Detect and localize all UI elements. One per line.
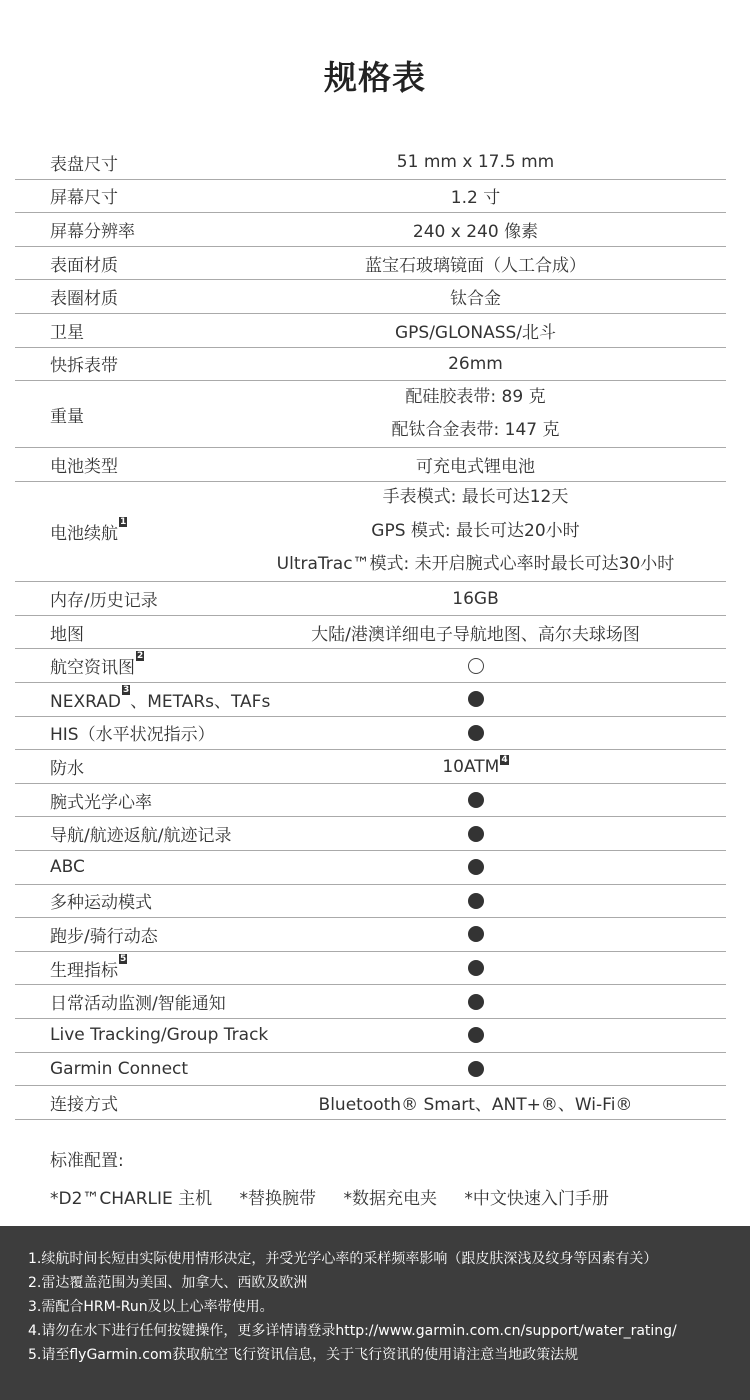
filled-circle-icon bbox=[468, 994, 484, 1010]
spec-value-text: UltraTrac™模式: 未开启腕式心率时最长可达30小时 bbox=[276, 554, 675, 575]
spec-label bbox=[15, 519, 275, 544]
spec-label bbox=[15, 183, 275, 208]
config-item: *中文快速入门手册 bbox=[464, 1189, 609, 1209]
spec-label bbox=[15, 653, 275, 678]
spec-value bbox=[250, 152, 701, 172]
config-item: *替换腕带 bbox=[239, 1189, 317, 1209]
spec-label bbox=[15, 788, 275, 813]
spec-value bbox=[250, 589, 701, 609]
spec-label-text: 连接方式 bbox=[50, 1094, 118, 1115]
footnote-marker: 2 bbox=[137, 651, 144, 662]
spec-row bbox=[15, 885, 726, 919]
spec-label bbox=[15, 1059, 275, 1079]
config-item: *D2™CHARLIE 主机 bbox=[50, 1189, 213, 1209]
footnote: 2.雷达覆盖范围为美国、加拿大、西欧及欧洲 bbox=[28, 1275, 308, 1291]
spec-value-line bbox=[250, 381, 701, 415]
spec-row bbox=[15, 717, 726, 751]
spec-row bbox=[15, 918, 726, 952]
spec-row bbox=[15, 1019, 726, 1053]
spec-row bbox=[15, 280, 726, 314]
spec-value bbox=[250, 1059, 701, 1079]
spec-label-text: 卫星 bbox=[50, 322, 84, 343]
spec-value bbox=[250, 1025, 701, 1045]
spec-label-text: 生理指标 bbox=[50, 960, 118, 981]
spec-label bbox=[15, 953, 275, 981]
spec-value bbox=[250, 183, 701, 208]
spec-label bbox=[15, 586, 275, 611]
spec-label bbox=[15, 150, 275, 175]
spec-value-text: 可充电式锂电池 bbox=[416, 456, 535, 477]
spec-value bbox=[250, 958, 701, 978]
spec-row bbox=[15, 750, 726, 784]
spec-row bbox=[15, 649, 726, 683]
spec-row bbox=[15, 247, 726, 281]
spec-label-text: 地图 bbox=[50, 624, 84, 645]
spec-label bbox=[15, 720, 275, 745]
spec-label bbox=[15, 452, 275, 477]
spec-value-line bbox=[250, 452, 701, 477]
spec-label bbox=[15, 1025, 275, 1045]
spec-value bbox=[250, 689, 701, 709]
spec-value bbox=[250, 318, 701, 343]
footnote: 1.续航时间长短由实际使用情形决定，并受光学心率的采样频率影响（跟皮肤深浅及纹身等因素有关） bbox=[28, 1251, 658, 1267]
spec-row bbox=[15, 683, 726, 717]
filled-circle-icon bbox=[468, 960, 484, 976]
footnote: 3.需配合HRM-Run及以上心率带使用。 bbox=[28, 1299, 274, 1315]
spec-row bbox=[15, 314, 726, 348]
spec-row bbox=[15, 213, 726, 247]
spec-label-text: 跑步/骑行动态 bbox=[50, 926, 158, 947]
spec-label-text: 快拆表带 bbox=[50, 356, 118, 377]
spec-value-text: 钛合金 bbox=[450, 289, 501, 310]
spec-value-text: 1.2 寸 bbox=[450, 188, 501, 209]
spec-value-text: 大陆/港澳详细电子导航地图、高尔夫球场图 bbox=[311, 624, 640, 645]
filled-circle-icon bbox=[468, 893, 484, 909]
config-items bbox=[50, 1184, 631, 1209]
footnotes-panel bbox=[0, 1226, 750, 1400]
filled-circle-icon bbox=[468, 1061, 484, 1077]
spec-value-line bbox=[250, 318, 701, 343]
spec-row bbox=[15, 180, 726, 214]
spec-label-text: 导航/航迹返航/航迹记录 bbox=[50, 826, 232, 847]
spec-value-text: 手表模式: 最长可达12天 bbox=[382, 487, 569, 508]
spec-label-text: 屏幕分辨率 bbox=[50, 221, 135, 242]
spec-value bbox=[250, 891, 701, 911]
footnote: 5.请至flyGarmin.com获取航空飞行资讯信息，关于飞行资讯的使用请注意当地政策法规 bbox=[28, 1347, 579, 1363]
spec-label bbox=[15, 284, 275, 309]
spec-label bbox=[15, 351, 275, 376]
spec-value bbox=[250, 924, 701, 944]
filled-circle-icon bbox=[468, 926, 484, 942]
spec-row bbox=[15, 146, 726, 180]
spec-row bbox=[15, 1053, 726, 1087]
spec-value bbox=[250, 656, 701, 676]
spec-label bbox=[15, 251, 275, 276]
spec-label-suffix: 、METARs、TAFs bbox=[130, 691, 271, 712]
spec-value bbox=[250, 251, 701, 276]
spec-row bbox=[15, 784, 726, 818]
spec-value bbox=[250, 354, 701, 374]
spec-value-text: 240 x 240 像素 bbox=[412, 221, 539, 242]
spec-label-text: 重量 bbox=[50, 406, 84, 427]
spec-value-text: 配钛合金表带: 147 克 bbox=[391, 420, 560, 441]
spec-value-line bbox=[250, 1090, 701, 1115]
spec-label bbox=[15, 1090, 275, 1115]
spec-value-text: 10ATM bbox=[442, 756, 500, 777]
spec-row bbox=[15, 448, 726, 482]
spec-value-line bbox=[250, 251, 701, 276]
footnote: 4.请勿在水下进行任何按键操作，更多详情请登录http://www.garmin.com.cn/support/water_rating/ bbox=[28, 1323, 677, 1339]
filled-circle-icon bbox=[468, 691, 484, 707]
spec-value-line bbox=[250, 152, 701, 172]
spec-value-line bbox=[250, 754, 701, 777]
spec-label bbox=[15, 684, 275, 712]
spec-label-text: 内存/历史记录 bbox=[50, 591, 158, 612]
footnote-marker: 4 bbox=[501, 754, 508, 765]
spec-value-line bbox=[250, 414, 701, 448]
spec-label-text: NEXRAD bbox=[50, 691, 121, 712]
spec-value-text: 16GB bbox=[452, 588, 499, 609]
spec-label-text: 防水 bbox=[50, 759, 84, 780]
spec-label-text: 电池续航 bbox=[50, 524, 118, 544]
spec-value-line bbox=[250, 620, 701, 645]
spec-label-text: 表圈材质 bbox=[50, 289, 118, 310]
spec-value bbox=[250, 790, 701, 810]
spec-label-text: 日常活动监测/智能通知 bbox=[50, 994, 226, 1015]
spec-label-text: 表面材质 bbox=[50, 255, 118, 276]
spec-value bbox=[250, 754, 701, 777]
spec-value-line bbox=[250, 548, 701, 582]
spec-value-text: GPS/GLONASS/北斗 bbox=[394, 322, 557, 343]
spec-label bbox=[15, 402, 275, 427]
hollow-circle-icon bbox=[468, 658, 484, 674]
config-item: *数据充电夹 bbox=[343, 1189, 437, 1209]
spec-value bbox=[250, 620, 701, 645]
spec-row bbox=[15, 582, 726, 616]
spec-value bbox=[250, 284, 701, 309]
spec-value bbox=[250, 1090, 701, 1115]
filled-circle-icon bbox=[468, 826, 484, 842]
spec-row bbox=[15, 348, 726, 382]
spec-row bbox=[15, 616, 726, 650]
spec-value-text: 蓝宝石玻璃镜面（人工合成） bbox=[365, 255, 586, 276]
page-title: 规格表 bbox=[324, 58, 426, 97]
spec-value bbox=[250, 723, 701, 743]
spec-label-text: 腕式光学心率 bbox=[50, 792, 152, 813]
spec-label-text: 屏幕尺寸 bbox=[50, 188, 118, 209]
spec-row bbox=[15, 952, 726, 986]
spec-label bbox=[15, 888, 275, 913]
spec-value-text: Bluetooth® Smart、ANT+®、Wi-Fi® bbox=[318, 1094, 633, 1115]
config-heading: 标准配置: bbox=[50, 1151, 124, 1171]
spec-value-line bbox=[250, 284, 701, 309]
spec-value bbox=[250, 381, 701, 448]
spec-table bbox=[15, 146, 726, 1120]
footnote-marker: 3 bbox=[122, 684, 130, 695]
spec-value-text: GPS 模式: 最长可达20小时 bbox=[371, 520, 580, 541]
spec-value-line bbox=[250, 217, 701, 242]
footnote-marker: 1 bbox=[120, 517, 127, 527]
filled-circle-icon bbox=[468, 792, 484, 808]
spec-label-text: HIS（水平状况指示） bbox=[50, 725, 215, 746]
footnote-marker: 5 bbox=[120, 953, 127, 964]
spec-value-text: 26mm bbox=[448, 353, 503, 374]
spec-label bbox=[15, 754, 275, 779]
spec-row bbox=[15, 381, 726, 448]
spec-label-text: 航空资讯图 bbox=[50, 658, 135, 679]
spec-label bbox=[15, 922, 275, 947]
spec-value-line bbox=[250, 481, 701, 515]
spec-value bbox=[250, 992, 701, 1012]
spec-value-line bbox=[250, 515, 701, 549]
spec-label-text: 多种运动模式 bbox=[50, 893, 152, 914]
spec-label-text: ABC bbox=[50, 857, 85, 878]
filled-circle-icon bbox=[468, 1027, 484, 1043]
spec-value bbox=[250, 857, 701, 877]
spec-label-text: Live Tracking/Group Track bbox=[50, 1025, 269, 1046]
spec-label bbox=[15, 857, 275, 877]
spec-value bbox=[250, 452, 701, 477]
filled-circle-icon bbox=[468, 859, 484, 875]
spec-row bbox=[15, 851, 726, 885]
spec-label-text: 表盘尺寸 bbox=[50, 154, 118, 175]
filled-circle-icon bbox=[468, 725, 484, 741]
spec-value-text: 配硅胶表带: 89 克 bbox=[405, 386, 546, 407]
spec-row bbox=[15, 817, 726, 851]
spec-value bbox=[250, 481, 701, 582]
spec-row bbox=[15, 482, 726, 583]
spec-label-text: 电池类型 bbox=[50, 456, 118, 477]
spec-label bbox=[15, 620, 275, 645]
spec-value-text: 51 mm x 17.5 mm bbox=[396, 152, 555, 173]
spec-value-line bbox=[250, 589, 701, 609]
spec-label bbox=[15, 989, 275, 1014]
spec-value-line bbox=[250, 354, 701, 374]
spec-label bbox=[15, 318, 275, 343]
spec-label bbox=[15, 217, 275, 242]
spec-value bbox=[250, 824, 701, 844]
standard-config bbox=[50, 1146, 631, 1209]
spec-value bbox=[250, 217, 701, 242]
spec-label-text: Garmin Connect bbox=[50, 1058, 189, 1079]
spec-row bbox=[15, 1086, 726, 1120]
spec-label bbox=[15, 821, 275, 846]
spec-row bbox=[15, 985, 726, 1019]
spec-value-line bbox=[250, 183, 701, 208]
